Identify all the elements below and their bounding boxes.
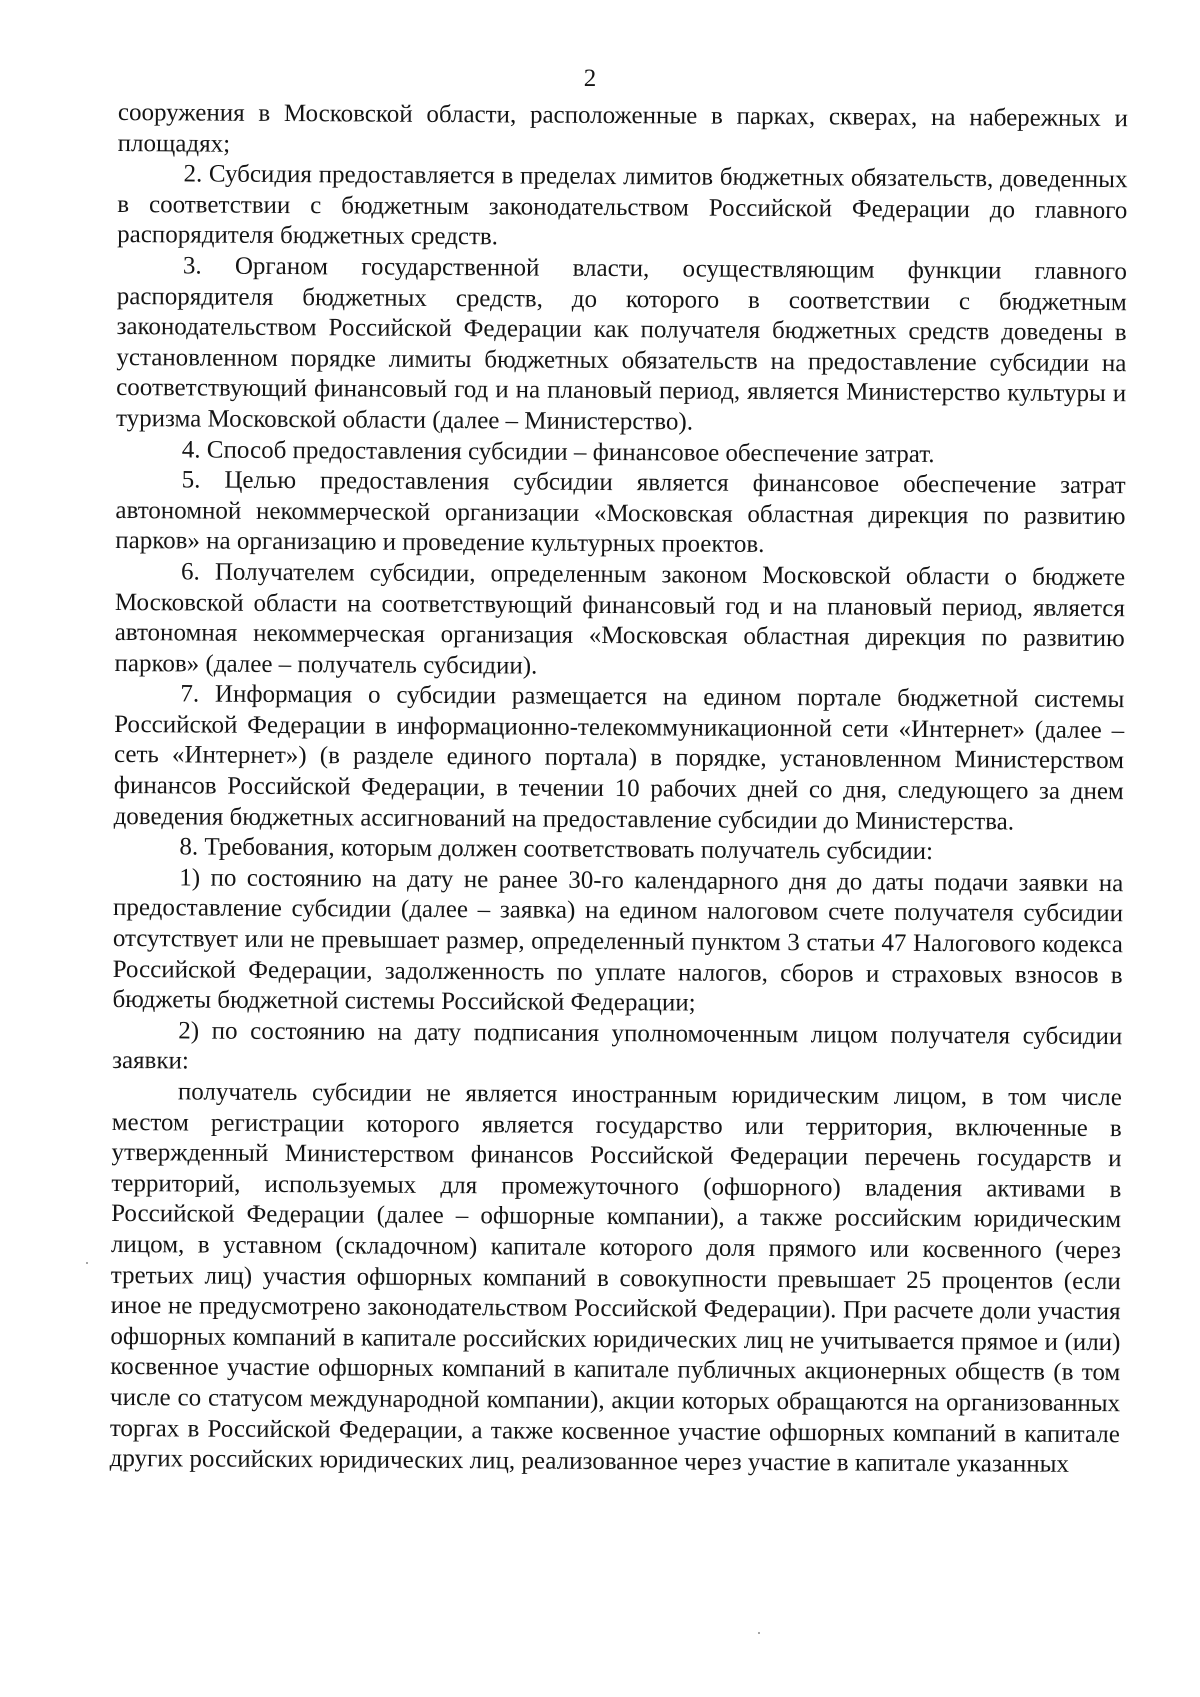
- paragraph-3: 3. Органом государственной власти, осуществляющим функции главного распорядителя бюджетных средств, до которого в соответствии с бюджетным законодательством Российской Федерации как получателя бюджетных средств доведены в установленном порядке лимиты бюджетных обязательств на предоставление субсидии на соответствующий финансовый год и на плановый период, является Министерство культуры и туризма Московской области (далее – Министерство).: [115, 252, 1128, 436]
- subparagraph-2: 2) по состоянию на дату подписания уполномоченным лицом получателя субсидии заявки:: [112, 1017, 1123, 1075]
- scan-speck: [758, 1632, 760, 1634]
- paragraph-7: 7. Информация о субсидии размещается на едином портале бюджетной системы Российской Федерации в информационно-телекоммуникационной сети «Интернет» (далее – сеть «Интернет») (в разделе единого портала) в порядке, установленном Министерством финансов Российской Федерации, в течении 10 рабочих дней со дня, следующего за днем доведения бюджетных ассигнований на предоставление субсидии до Министерства.: [113, 680, 1125, 836]
- paragraph-8: 8. Требования, которым должен соответствовать получатель субсидии:: [179, 833, 934, 866]
- paragraph-4: 4. Способ предоставления субсидии – финансовое обеспечение затрат.: [181, 435, 935, 468]
- page-number: 2: [583, 65, 597, 92]
- paragraph-6: 6. Получателем субсидии, определенным законом Московской области о бюджете Московской области на соответствующий финансовый год и на плановый период, является автономная некоммерческая организация «Московская областная дирекция по развитию парков» (далее – получатель субсидии).: [114, 558, 1126, 680]
- paragraph-2: 2. Субсидия предоставляется в пределах лимитов бюджетных обязательств, доведенных в соответствии с бюджетным законодательством Российской Федерации до главного распорядителя бюджетных средств.: [117, 160, 1128, 251]
- subparagraph-2-text: получатель субсидии не является иностранным юридическим лицом, в том числе местом регистрации которого является государство или территория, включенные в утвержденный Министерством финансов Российской Федерации перечень государств и территорий, используемых для промежуточного (офшорного) владения активами в Российской Федерации (далее – офшорные компании), а также российским юридическим лицом, в уставном (складочном) капитале которого доля прямого или косвенного (через третьих лиц) участия офшорных компаний в совокупности превышает 25 процентов (если иное не предусмотрено законодательством Российской Федерации). При расчете доли участия офшорных компаний в капитале российских юридических лиц не учитывается прямое и (или) косвенное участие офшорных компаний в капитале публичных акционерных обществ (в том числе со статусом международной компании), акции которых обращаются на организованных торгах в Российской Федерации, а также косвенное участие офшорных компаний в капитале других российских юридических лиц, реализованное через участие в капитале указанных: [109, 1078, 1122, 1478]
- subparagraph-1: 1) по состоянию на дату не ранее 30-го календарного дня до даты подачи заявки на предоставление субсидии (далее – заявка) на едином налоговом счете получателя субсидии отсутствует или не превышает размер, определенный пунктом 3 статьи 47 Налогового кодекса Российской Федерации, задолженность по уплате налогов, сборов и страховых взносов в бюджеты бюджетной системы Российской Федерации;: [112, 864, 1124, 1017]
- scan-speck: [86, 1262, 88, 1264]
- document-body: [110, 98, 1128, 1481]
- paragraph-continuation: сооружения в Московской области, расположенные в парках, скверах, на набережных и площадях;: [117, 98, 1128, 158]
- paragraph-5: 5. Целью предоставления субсидии является финансовое обеспечение затрат автономной некоммерческой организации «Московская областная дирекция по развитию парков» на организацию и проведение культурных проектов.: [115, 466, 1126, 559]
